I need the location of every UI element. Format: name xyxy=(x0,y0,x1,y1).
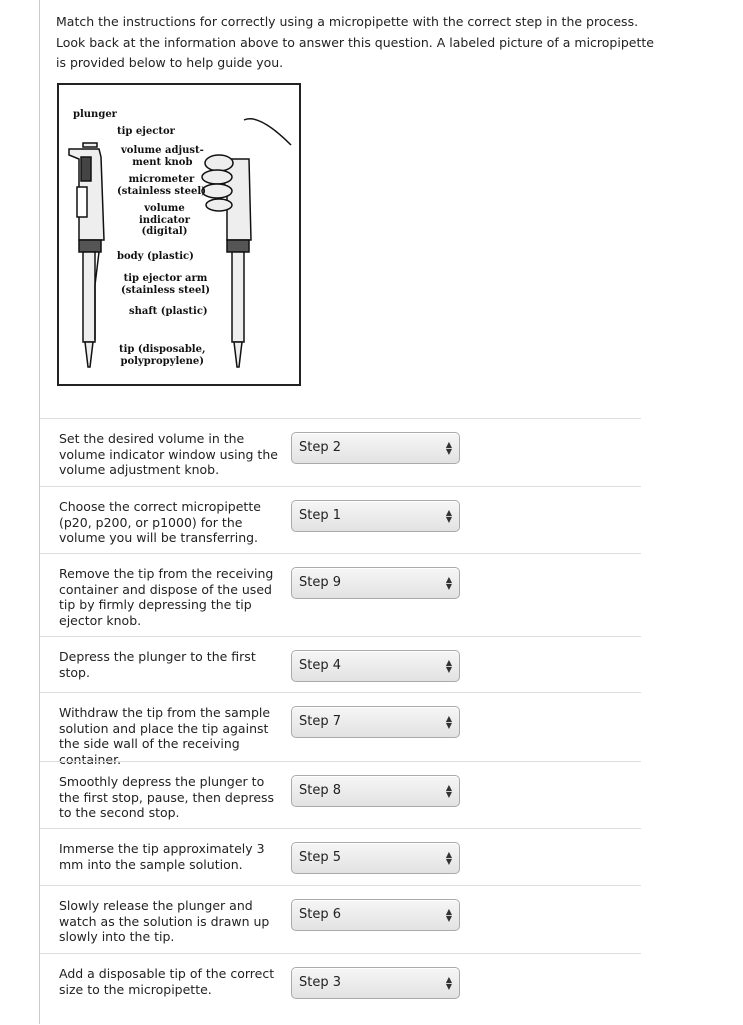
label-volume-knob: volume adjust- ment knob xyxy=(121,145,204,168)
match-row xyxy=(40,692,641,767)
instruction-text: Remove the tip from the receiving container and dispose of the used tip by firmly depressing the tip ejector knob. xyxy=(59,566,274,628)
selected-step: Step 9 xyxy=(299,575,342,590)
label-tip: tip (disposable, polypropylene) xyxy=(119,344,206,367)
instruction-text: Slowly release the plunger and watch as the solution is drawn up slowly into the tip. xyxy=(59,898,270,944)
question-prompt: Match the instructions for correctly using a micropipette with the correct step in the process. Look back at the information above to answer this question. A labeled picture of a micropipette is provided below to help guide you. xyxy=(56,14,654,70)
step-select[interactable] xyxy=(291,775,460,807)
selected-step: Step 7 xyxy=(299,714,342,729)
instruction-text: Add a disposable tip of the correct size to the micropipette. xyxy=(59,966,275,997)
instruction-text: Depress the plunger to the first stop. xyxy=(59,649,256,680)
label-body: body (plastic) xyxy=(117,251,194,262)
select-arrows-icon: ▲ ▼ xyxy=(445,850,452,866)
label-tip-ejector-arm: tip ejector arm (stainless steel) xyxy=(121,273,210,296)
match-row xyxy=(40,636,641,693)
label-plunger: plunger xyxy=(73,109,117,120)
select-arrows-icon: ▲ ▼ xyxy=(445,575,452,591)
select-arrows-icon: ▲ ▼ xyxy=(445,975,452,991)
step-select[interactable] xyxy=(291,650,460,682)
match-row xyxy=(40,553,641,637)
micropipette-diagram xyxy=(57,83,301,386)
selected-step: Step 5 xyxy=(299,850,342,865)
selected-step: Step 3 xyxy=(299,975,342,990)
select-arrows-icon: ▲ ▼ xyxy=(445,714,452,730)
select-arrows-icon: ▲ ▼ xyxy=(445,783,452,799)
match-row xyxy=(40,828,641,886)
step-select[interactable] xyxy=(291,967,460,999)
match-row xyxy=(40,486,641,554)
match-row xyxy=(40,953,641,1025)
label-shaft: shaft (plastic) xyxy=(129,306,208,317)
step-select[interactable] xyxy=(291,500,460,532)
label-volume-indicator: volume indicator (digital) xyxy=(139,203,190,237)
step-select[interactable] xyxy=(291,432,460,464)
select-arrows-icon: ▲ ▼ xyxy=(445,440,452,456)
label-micrometer: micrometer (stainless steel) xyxy=(117,174,206,197)
selected-step: Step 6 xyxy=(299,907,342,922)
match-row xyxy=(40,418,641,487)
label-tip-ejector: tip ejector xyxy=(117,126,175,137)
selected-step: Step 2 xyxy=(299,440,342,455)
instruction-text: Set the desired volume in the volume indicator window using the volume adjustment knob. xyxy=(59,431,278,477)
instruction-text: Withdraw the tip from the sample solution and place the tip against the side wall of the receiving container. xyxy=(59,705,271,767)
selected-step: Step 8 xyxy=(299,783,342,798)
match-row xyxy=(40,885,641,954)
instruction-text: Immerse the tip approximately 3 mm into the sample solution. xyxy=(59,841,265,872)
instruction-text: Smoothly depress the plunger to the first stop, pause, then depress to the second stop. xyxy=(59,774,275,820)
select-arrows-icon: ▲ ▼ xyxy=(445,907,452,923)
match-row xyxy=(40,761,641,829)
step-select[interactable] xyxy=(291,842,460,874)
selected-step: Step 4 xyxy=(299,658,342,673)
selected-step: Step 1 xyxy=(299,508,342,523)
select-arrows-icon: ▲ ▼ xyxy=(445,658,452,674)
step-select[interactable] xyxy=(291,567,460,599)
step-select[interactable] xyxy=(291,899,460,931)
instruction-text: Choose the correct micropipette (p20, p200, or p1000) for the volume you will be transferring. xyxy=(59,499,261,545)
select-arrows-icon: ▲ ▼ xyxy=(445,508,452,524)
step-select[interactable] xyxy=(291,706,460,738)
